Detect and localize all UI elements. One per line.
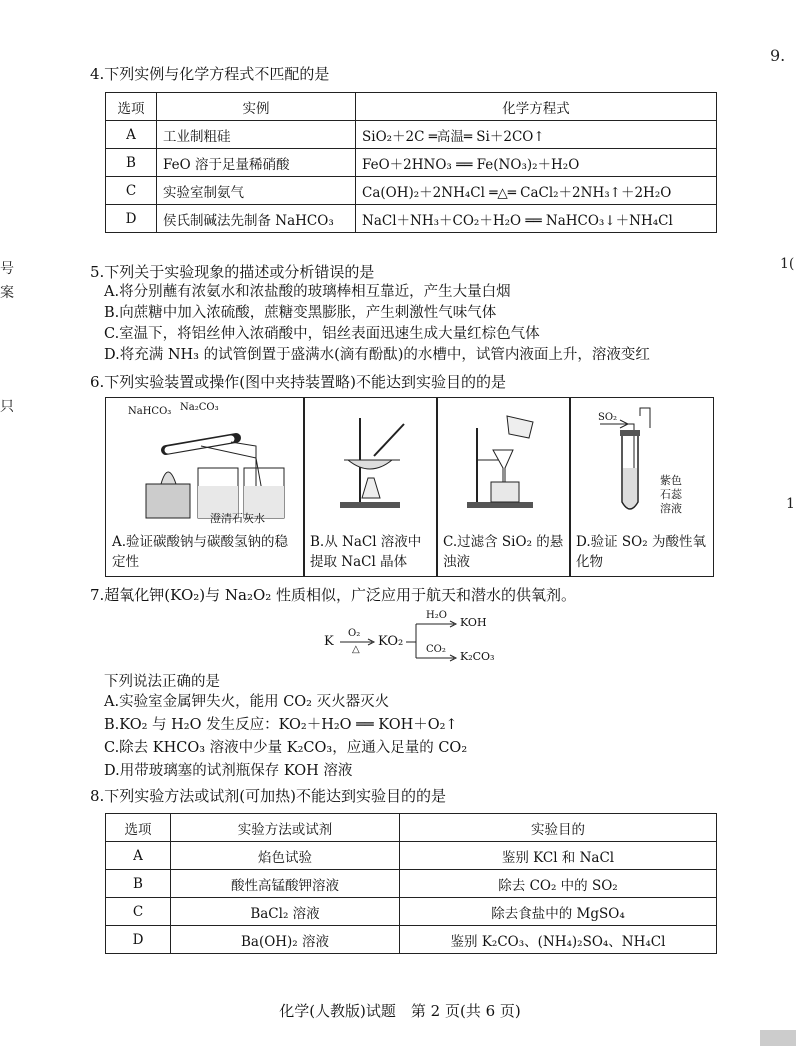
q8-method: BaCl₂ 溶液 — [171, 898, 400, 926]
q8-option: C — [106, 898, 171, 926]
q6-stem: 6.下列实验装置或操作(图中夹持装置略)不能达到实验目的的是 — [90, 373, 507, 391]
q4-header-example: 实例 — [157, 93, 356, 121]
q6-panel-d — [569, 397, 714, 577]
label-so2: SO₂ — [598, 412, 618, 423]
q4-header-option: 选项 — [106, 93, 157, 121]
table-row — [106, 870, 717, 898]
q8-goal: 鉴别 KCl 和 NaCl — [400, 842, 717, 870]
q8-option: A — [106, 842, 171, 870]
q7-option-b: B.KO₂ 与 H₂O 发生反应：KO₂＋H₂O ══ KOH＋O₂↑ — [104, 717, 458, 733]
q4-equation: Ca(OH)₂＋2NH₄Cl ═△═ CaCl₂＋2NH₃↑＋2H₂O — [356, 177, 717, 205]
q5-option-a: A.将分别蘸有浓氨水和浓盐酸的玻璃棒相互靠近，产生大量白烟 — [104, 284, 511, 300]
margin-side-1: 号 — [0, 261, 14, 277]
q6-caption-d: D.验证 SO₂ 为酸性氧化物 — [576, 534, 706, 570]
label-purple: 紫色 — [660, 474, 682, 487]
q8-method: 焰色试验 — [171, 842, 400, 870]
table-row — [106, 926, 717, 954]
table-row — [106, 149, 717, 177]
q5-stem: 5.下列关于实验现象的描述或分析错误的是 — [90, 263, 375, 281]
scheme-condition: △ — [352, 644, 360, 655]
label-litmus: 石蕊 — [660, 488, 682, 501]
q5-option-c: C.室温下，将铝丝伸入浓硝酸中，铝丝表面迅速生成大量红棕色气体 — [104, 326, 540, 342]
q5-option-b: B.向蔗糖中加入浓硫酸，蔗糖变黑膨胀，产生刺激性气味气体 — [104, 305, 497, 321]
scheme-start: K — [324, 634, 334, 649]
q8-header-row — [106, 814, 717, 842]
q4-equation: SiO₂＋2C ═高温═ Si＋2CO↑ — [356, 121, 717, 149]
q4-table — [105, 92, 717, 233]
q8-stem: 8.下列实验方法或试剂(可加热)不能达到实验目的的是 — [90, 787, 447, 805]
margin-side-3: 只 — [0, 399, 14, 415]
qr-code-icon — [760, 1030, 796, 1046]
q8-header-method: 实验方法或试剂 — [171, 814, 400, 842]
scheme-product-1: KOH — [460, 616, 487, 629]
q8-goal: 除去 CO₂ 中的 SO₂ — [400, 870, 717, 898]
q8-table — [105, 813, 717, 954]
q8-method: Ba(OH)₂ 溶液 — [171, 926, 400, 954]
q8-goal: 除去食盐中的 MgSO₄ — [400, 898, 717, 926]
label-solution: 溶液 — [660, 502, 682, 515]
label-limewater: 澄清石灰水 — [210, 512, 265, 525]
page-footer: 化学(人教版)试题 第 2 页(共 6 页) — [279, 1002, 521, 1020]
q8-option: B — [106, 870, 171, 898]
q8-option: D — [106, 926, 171, 954]
q8-header-option: 选项 — [106, 814, 171, 842]
q6-caption-c: C.过滤含 SiO₂ 的悬浊液 — [443, 534, 564, 570]
q4-example: 实验室制氨气 — [157, 177, 356, 205]
q4-example: 侯氏制碱法先制备 NaHCO₃ — [157, 205, 356, 233]
table-row — [106, 898, 717, 926]
q8-method: 酸性高锰酸钾溶液 — [171, 870, 400, 898]
scheme-reagent-2: CO₂ — [426, 644, 446, 655]
filtration-apparatus-illustration — [437, 398, 570, 530]
q4-option: B — [106, 149, 157, 177]
scheme-reagent: O₂ — [348, 628, 361, 639]
q7-stem: 7.超氧化钾(KO₂)与 Na₂O₂ 性质相似，广泛应用于航天和潜水的供氧剂。 — [90, 586, 577, 604]
q4-option: D — [106, 205, 157, 233]
q4-example: 工业制粗硅 — [157, 121, 356, 149]
q4-header-row — [106, 93, 717, 121]
q6-panel-a — [105, 397, 305, 577]
evaporation-apparatus-illustration — [304, 398, 437, 530]
table-row — [106, 121, 717, 149]
q4-stem: 4.下列实例与化学方程式不匹配的是 — [90, 65, 330, 83]
margin-right-1: 1( — [780, 256, 795, 272]
q7-prompt: 下列说法正确的是 — [104, 674, 220, 690]
q7-reaction-scheme — [320, 610, 520, 666]
q4-header-equation: 化学方程式 — [356, 93, 717, 121]
q6-caption-a: A.验证碳酸钠与碳酸氢钠的稳定性 — [112, 534, 289, 570]
q4-example: FeO 溶于足量稀硝酸 — [157, 149, 356, 177]
table-row — [106, 177, 717, 205]
q8-goal: 鉴别 K₂CO₃、(NH₄)₂SO₄、NH₄Cl — [400, 926, 717, 954]
q4-option: C — [106, 177, 157, 205]
q6-panel-c — [436, 397, 571, 577]
q8-header-goal: 实验目的 — [400, 814, 717, 842]
scheme-product-2: K₂CO₃ — [460, 650, 495, 663]
q7-option-d: D.用带玻璃塞的试剂瓶保存 KOH 溶液 — [104, 763, 353, 779]
margin-top-right: 9. — [770, 46, 786, 65]
apparatus-a-illustration — [106, 398, 304, 530]
q4-option: A — [106, 121, 157, 149]
q6-caption-b: B.从 NaCl 溶液中提取 NaCl 晶体 — [310, 534, 422, 570]
table-row — [106, 842, 717, 870]
scheme-reagent-1: H₂O — [426, 610, 447, 621]
q4-equation: NaCl＋NH₃＋CO₂＋H₂O ══ NaHCO₃↓＋NH₄Cl — [356, 205, 717, 233]
q5-option-d: D.将充满 NH₃ 的试管倒置于盛满水(滴有酚酞)的水槽中，试管内液面上升，溶液变红 — [104, 347, 650, 363]
q4-equation: FeO＋2HNO₃ ══ Fe(NO₃)₂＋H₂O — [356, 149, 717, 177]
q6-panel-b — [303, 397, 438, 577]
scheme-mid: KO₂ — [378, 634, 404, 649]
q7-option-a: A.实验室金属钾失火，能用 CO₂ 灭火器灭火 — [104, 694, 390, 710]
table-row — [106, 205, 717, 233]
label-nahco3: NaHCO₃ — [128, 406, 172, 417]
test-tube-apparatus-illustration — [570, 398, 713, 530]
q7-option-c: C.除去 KHCO₃ 溶液中少量 K₂CO₃，应通入足量的 CO₂ — [104, 740, 468, 756]
label-na2co3: Na₂CO₃ — [180, 402, 219, 413]
margin-side-2: 案 — [0, 285, 14, 301]
margin-right-2: 1 — [786, 496, 795, 512]
